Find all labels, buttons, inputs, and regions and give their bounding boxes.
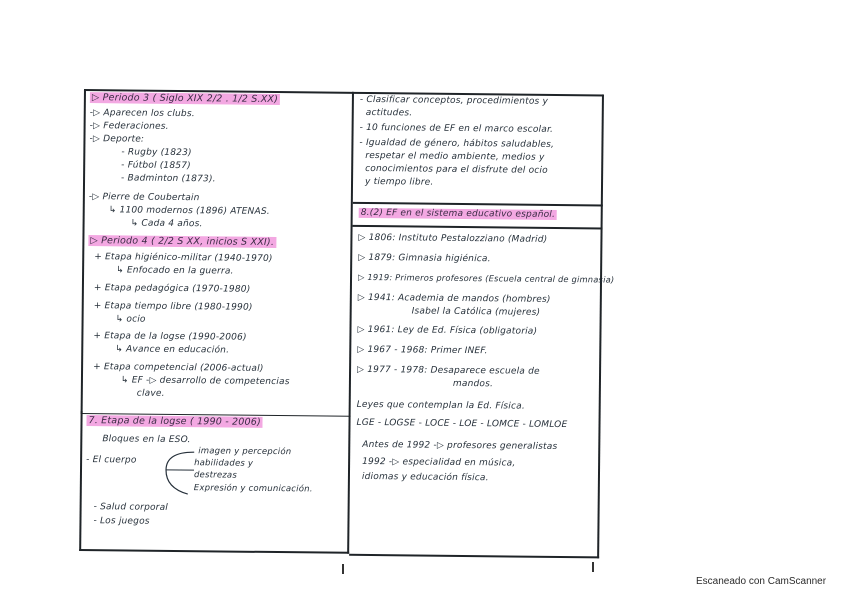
- period4-item: + Etapa higiénico-militar (1940-1970): [94, 252, 273, 264]
- section7-other: - Salud corporal: [93, 502, 169, 513]
- section7-intro: Bloques en la ESO.: [102, 434, 191, 446]
- timeline-item: ▷ 1919: Primeros profesores (Escuela central de gimnasia): [357, 271, 615, 285]
- period4-heading: ▷ Periodo 4 ( 2/2 S XX, inicios S XXI).: [90, 235, 275, 248]
- section7-heading: 7. Etapa de la logse ( 1990 - 2006): [88, 415, 262, 428]
- cuerpo-label: - El cuerpo: [86, 455, 137, 466]
- cuerpo-item: habilidades y: [194, 458, 254, 469]
- right-item: - 10 funciones de EF en el marco escolar.: [359, 122, 554, 135]
- closing-line: Antes de 1992 -▷ profesores generalistas: [362, 439, 558, 452]
- timeline-item: ▷ 1941: Academia de mandos (hombres): [357, 292, 551, 305]
- period3-item: ↳ Cada 4 años.: [130, 218, 203, 230]
- period3-item: - Fútbol (1857): [121, 160, 191, 172]
- period4-item: ↳ Avance en educación.: [115, 344, 230, 356]
- period3-item: -▷ Pierre de Coubertain: [88, 192, 200, 204]
- period3-item: - Badminton (1873).: [121, 173, 216, 185]
- right-item: conocimientos para el disfrute del ocio: [365, 163, 548, 176]
- period3-heading: ▷ Periodo 3 ( Siglo XIX 2/2 . 1/2 S.XX): [91, 92, 279, 106]
- timeline-item: ▷ 1879: Gimnasia higiénica.: [358, 252, 491, 265]
- timeline-item: ▷ 1961: Ley de Ed. Física (obligatoria): [357, 324, 538, 337]
- period3-item: -▷ Aparecen los clubs.: [89, 108, 195, 120]
- margin-mark: [592, 562, 594, 572]
- period4-item: + Etapa tiempo libre (1980-1990): [93, 301, 253, 313]
- right-item: y tiempo libre.: [364, 176, 434, 188]
- period3-item: -▷ Federaciones.: [89, 121, 169, 132]
- period4-item: clave.: [136, 388, 165, 399]
- brace-icon: [158, 448, 199, 496]
- section8-heading: 8.(2) EF en el sistema educativo español.: [360, 207, 556, 220]
- timeline-item: mandos.: [452, 378, 494, 390]
- notes-sheet: [79, 89, 615, 556]
- closing-line: 1992 -▷ especialidad en música,: [362, 456, 516, 469]
- closing-line: idiomas y educación física.: [361, 471, 489, 484]
- period4-item: ↳ Enfocado en la guerra.: [116, 265, 234, 277]
- margin-mark: [342, 564, 344, 574]
- timeline-item: ▷ 1806: Instituto Pestalozziano (Madrid): [358, 232, 548, 245]
- period4-item: + Etapa competencial (2006-actual): [93, 362, 264, 374]
- period3-item: -▷ Deporte:: [89, 134, 145, 145]
- laws-list: LGE - LOGSE - LOCE - LOE - LOMCE - LOMLOE: [356, 417, 568, 431]
- period3-item: - Rugby (1823): [121, 147, 192, 159]
- camscanner-watermark: Escaneado con CamScanner: [696, 576, 827, 587]
- right-item: - Clasificar conceptos, procedimientos y: [359, 94, 549, 107]
- timeline-item: Isabel la Católica (mujeres): [411, 306, 541, 318]
- right-item: actitudes.: [365, 107, 413, 119]
- cuerpo-item: imagen y percepción: [198, 446, 292, 458]
- period4-item: + Etapa de la logse (1990-2006): [93, 331, 247, 343]
- period3-item: ↳ 1100 modernos (1896) ATENAS.: [108, 205, 270, 217]
- period4-item: ↳ EF -▷ desarrollo de competencias: [120, 375, 290, 388]
- logse-box: [79, 411, 350, 554]
- laws-intro: Leyes que contemplan la Ed. Física.: [356, 399, 526, 412]
- cuerpo-item: Expresión y comunicación.: [193, 483, 313, 495]
- period4-item: ↳ ocio: [115, 314, 146, 325]
- section7-other: - Los juegos: [93, 516, 150, 527]
- period4-item: + Etapa pedagógica (1970-1980): [93, 283, 251, 295]
- timeline-item: ▷ 1967 - 1968: Primer INEF.: [357, 344, 488, 357]
- right-item: - Igualdad de género, hábitos saludables,: [359, 137, 555, 150]
- right-item: respetar el medio ambiente, medios y: [365, 150, 545, 163]
- timeline-item: ▷ 1977 - 1978: Desaparece escuela de: [357, 364, 540, 377]
- cuerpo-item: destrezas: [193, 470, 238, 481]
